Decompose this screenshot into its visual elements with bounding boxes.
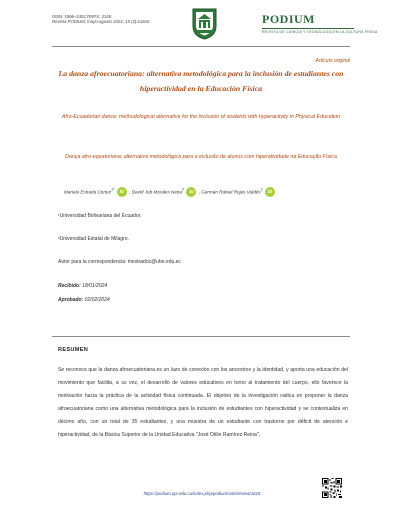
resumen-heading: RESUMEN: [58, 347, 89, 353]
header-divider: [52, 46, 350, 47]
university-crest-logo: [191, 6, 218, 40]
title-english: Afro-Ecuadorian dance: methodological alternative for the inclusion of students with hyperactivity in Physical Education: [61, 114, 341, 120]
author-affiliation-mark: 1*: [110, 187, 115, 192]
author-affiliation-mark: 2: [182, 187, 185, 192]
approved-value: 02/02/2024: [84, 297, 110, 303]
qr-code-icon: [322, 478, 342, 498]
podium-rule: [262, 28, 354, 29]
approved-label: Aprobado:: [58, 297, 84, 303]
podium-subtitle: REVISTA DE CIENCIA Y TECNOLOGÍA EN LA CULTURA FÍSICA: [262, 30, 378, 34]
received-value: 18/01/2024: [82, 283, 108, 289]
author-affiliation-mark: 1: [260, 187, 263, 192]
author-name: Mariela Estrada Cortez: [64, 189, 111, 195]
approved-date: [58, 297, 110, 303]
affiliation-2: ²Universidad Estatal de Milagro.: [58, 236, 129, 242]
title-portuguese: Dança afro-equatoriana: alternativa metodológica para a inclusão de alunos com hiperatividade na Educação Física: [65, 154, 337, 160]
title-spanish: La danza afroecuatoriana: alternativa metodológica para la inclusión de estudiantes con hiperactividad en la Educación Física: [58, 69, 344, 93]
podium-name: PODIUM: [262, 12, 315, 26]
journal-info: [52, 14, 149, 24]
orcid-icon[interactable]: iD: [186, 187, 196, 197]
article-url-link[interactable]: https://podium.upr.edu.cu/index.php/podium/article/view/1618: [143, 491, 261, 496]
podium-logo: [262, 12, 378, 34]
section-divider: [52, 336, 350, 337]
author-name: , David Job Morales Neira: [129, 189, 183, 195]
affiliation-1: ¹Universidad Bolivariana del Ecuador.: [58, 213, 142, 219]
author-list: [64, 187, 276, 197]
orcid-icon[interactable]: iD: [117, 187, 127, 197]
issn-text: ISSN: 1996–2452 RNPS: 2148: [52, 14, 112, 19]
article-type: Artículo original: [315, 58, 350, 64]
received-label: Recibido:: [58, 283, 81, 289]
author-name: , Germán Rafael Rojas Valdés: [198, 189, 261, 195]
received-date: [58, 283, 107, 289]
corresponding-author: Autor para la correspondencia: mestradoc@ube.edu.ec: [58, 259, 181, 265]
orcid-icon[interactable]: iD: [265, 187, 275, 197]
journal-issue-text: Revista PODIUM, mayo-agosto 2024; 19 (2):e1618: [52, 19, 150, 24]
abstract-text: Se reconoce que la danza afroecuatoriana es un lazo de conexión con los ancestros y la identidad, y aporta una educación del movimiento que facilita, a su vez, el desarrollo de valores educativos en torno al tratamiento del cuerpo, ello favorece la motivación hacia la práctica de la actividad física continuada. El objetivo de la investigación radica en proponer la danza afroecuatoriana como una alternativa metodológica para la inclusión de estudiantes con hiperactividad y se contextualiza en décimo año, con un total de 35 estudiantes, y una muestra de un estudiante con trastorno por déficit de atención e hiperactividad, de la Básica Superior de la Unidad Educativa "José Otilio Ramírez Reina",: [58, 367, 348, 438]
